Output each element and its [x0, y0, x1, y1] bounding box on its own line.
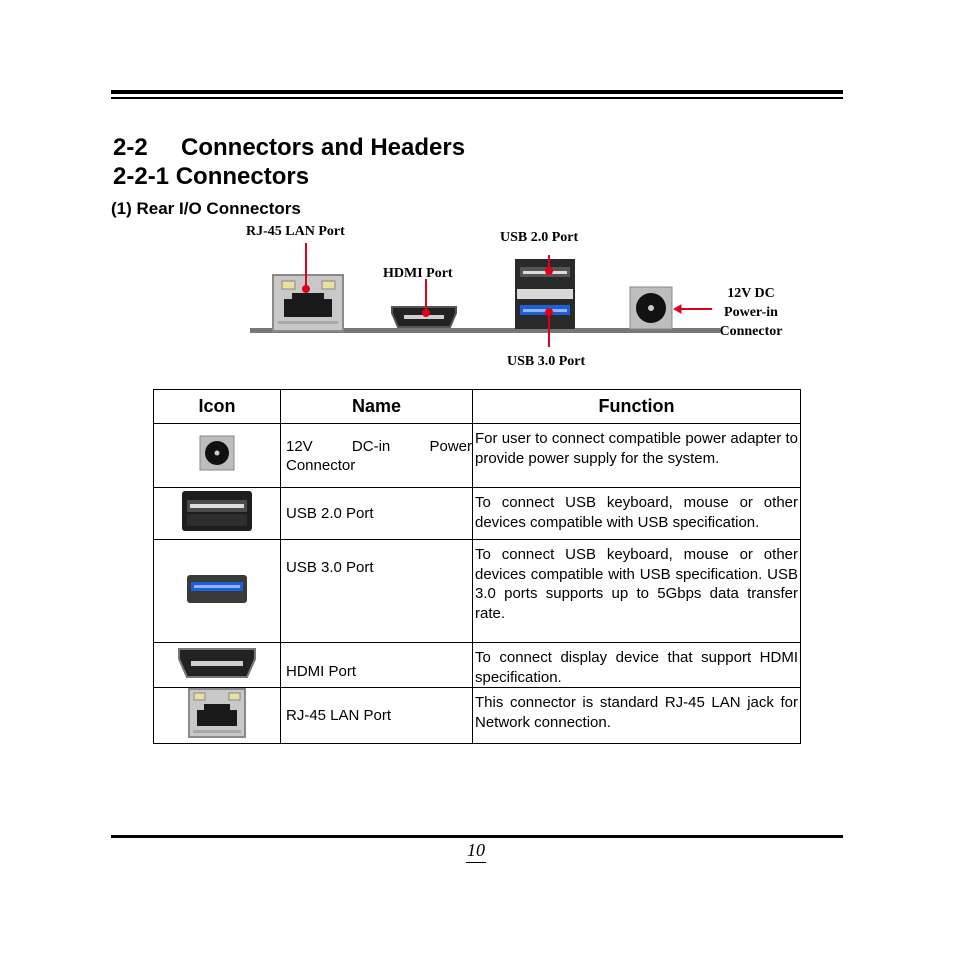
connectors-table [153, 389, 801, 744]
hdmi-icon [177, 647, 257, 679]
table-row [154, 643, 801, 688]
label-dc-line2: Power-in [724, 305, 778, 320]
label-dc-line3: Connector [719, 324, 783, 339]
name-cell: RJ-45 LAN Port [281, 688, 473, 744]
dc-jack-graphic [630, 287, 672, 329]
label-rj45: RJ-45 LAN Port [246, 224, 345, 239]
icon-cell [154, 540, 281, 643]
icon-cell [154, 643, 281, 688]
function-cell: To connect display device that support HDMI specification. [473, 643, 801, 688]
header-name: Name [281, 390, 473, 424]
table-row [154, 424, 801, 488]
name-cell: HDMI Port [281, 643, 473, 688]
section-title: Connectors and Headers [181, 134, 466, 161]
label-dc-line1: 12V DC [727, 286, 775, 301]
icon-cell [154, 688, 281, 744]
section-heading [113, 134, 465, 162]
name-cell: USB 3.0 Port [281, 540, 473, 643]
label-hdmi: HDMI Port [383, 266, 453, 281]
header-function: Function [473, 390, 801, 424]
header-icon: Icon [154, 390, 281, 424]
name-cell: USB 2.0 Port [281, 488, 473, 540]
usb2-icon [181, 490, 253, 532]
usb3-icon [186, 574, 248, 604]
section-number: 2-2 [113, 134, 148, 161]
rear-io-heading: (1) Rear I/O Connectors [111, 199, 301, 218]
icon-cell [154, 424, 281, 488]
function-cell: This connector is standard RJ-45 LAN jack for Network connection. [473, 688, 801, 744]
rear-io-diagram [240, 215, 800, 375]
name-line2: Connector [286, 456, 356, 474]
usb-stack-graphic [515, 259, 575, 329]
header-rule-thin [111, 97, 843, 99]
label-usb3: USB 3.0 Port [507, 354, 586, 369]
function-cell: To connect USB keyboard, mouse or other devices compatible with USB specification. USB 3.0 ports supports up to 5Gbps data transfer rate. [473, 540, 801, 643]
subsection-heading: 2-2-1 Connectors [113, 163, 310, 190]
table-row [154, 540, 801, 643]
table-row [154, 488, 801, 540]
function-cell: To connect USB keyboard, mouse or other devices compatible with USB specification. [473, 488, 801, 540]
footer-rule [111, 835, 843, 838]
rj45-icon [188, 688, 246, 738]
header-rule-thick [111, 90, 843, 94]
table-header-row [154, 390, 801, 424]
label-usb2: USB 2.0 Port [500, 230, 579, 245]
page-number: 10 [466, 840, 486, 863]
name-cell [281, 424, 473, 488]
table-row [154, 688, 801, 744]
name-line1: 12V DC-in Power [286, 437, 472, 455]
icon-cell [154, 488, 281, 540]
dc-jack-icon [199, 435, 235, 471]
rj45-port-graphic [273, 275, 343, 331]
function-cell: For user to connect compatible power adapter to provide power supply for the system. [473, 424, 801, 488]
